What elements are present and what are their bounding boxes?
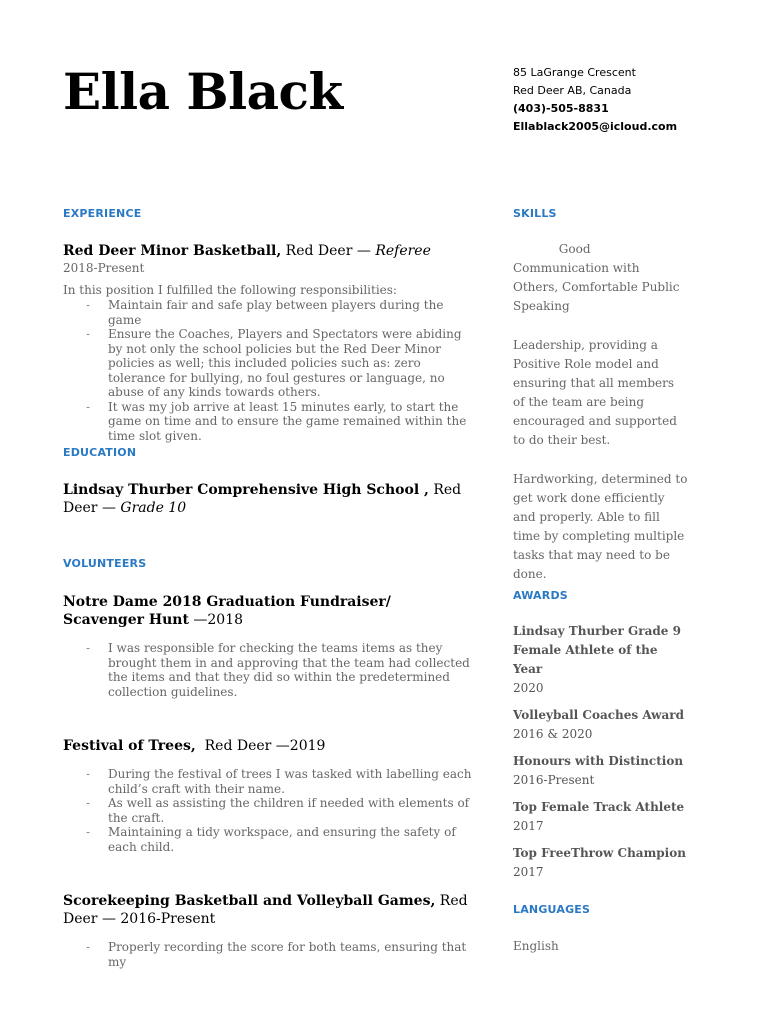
volunteer-name: Notre Dame 2018 Graduation Fundraiser/ Scavenger Hunt (63, 594, 391, 628)
award-title: Volleyball Coaches Award (513, 708, 684, 722)
experience-location: Red Deer — (281, 243, 376, 259)
education-location: Red Deer — (63, 482, 462, 516)
list-item: - Maintain fair and safe play between players during the game (108, 298, 475, 327)
experience-title (63, 242, 475, 260)
experience-org: Red Deer Minor Basketball, (63, 243, 282, 259)
section-heading-languages: LANGUAGES (513, 903, 591, 916)
language-item: English (513, 939, 559, 953)
award-item (513, 798, 688, 836)
education-grade: Grade 10 (120, 500, 187, 516)
volunteer-entry (63, 593, 475, 699)
volunteer-date: Red Deer — 2016-Present (63, 893, 468, 927)
volunteer-entry (63, 737, 475, 854)
volunteer-name: Festival of Trees, (63, 738, 196, 754)
section-heading-volunteers: VOLUNTEERS (63, 557, 147, 570)
experience-role: Referee (375, 243, 431, 259)
experience-entry (63, 242, 475, 443)
volunteer-title (63, 593, 475, 629)
award-title: Lindsay Thurber Grade 9 Female Athlete of the Year (513, 624, 681, 676)
volunteer-title (63, 892, 475, 928)
section-heading-education: EDUCATION (63, 446, 137, 459)
experience-dates: 2018-Present (63, 261, 145, 275)
skills-list (513, 240, 688, 584)
list-item: - I was responsible for checking the teams items as they brought them in and approving that the team had collected the items and that they did so within the predetermined collection guidelines. (108, 641, 475, 699)
resume-name: Ella Black (63, 62, 343, 121)
volunteer-responsibilities (63, 767, 475, 854)
list-item: - Maintaining a tidy workspace, and ensuring the safety of each child. (108, 825, 475, 854)
skill-item: Good Communication with Others, Comfortable Public Speaking (513, 242, 684, 313)
volunteer-name: Scorekeeping Basketball and Volleyball Games, (63, 893, 436, 909)
education-school: Lindsay Thurber Comprehensive High School , (63, 482, 429, 498)
address-line-1: 85 LaGrange Crescent (513, 66, 636, 79)
list-item: - Properly recording the score for both teams, ensuring that my (108, 940, 475, 969)
email-address: Ellablack2005@icloud.com (513, 120, 678, 133)
volunteer-date: —2018 (193, 612, 244, 628)
award-year: 2017 (513, 865, 544, 879)
award-year: 2016 & 2020 (513, 727, 593, 741)
volunteer-entry (63, 892, 475, 969)
award-title: Honours with Distinction (513, 754, 684, 768)
award-year: 2020 (513, 681, 544, 695)
volunteer-responsibilities (63, 641, 475, 699)
award-item (513, 844, 688, 882)
awards-list (513, 622, 688, 882)
address-line-2: Red Deer AB, Canada (513, 84, 632, 97)
list-item: - During the festival of trees I was tasked with labelling each child’s craft with their name. (108, 767, 475, 796)
skill-item: Hardworking, determined to get work done efficiently and properly. Able to fill time by completing multiple tasks that may need to be done. (513, 472, 688, 581)
skill-item: Leadership, providing a Positive Role model and ensuring that all members of the team are being encouraged and supported to do their best. (513, 338, 677, 447)
award-item (513, 706, 688, 744)
languages-list (513, 937, 688, 956)
section-heading-experience: EXPERIENCE (63, 207, 142, 220)
award-item (513, 622, 688, 698)
volunteer-responsibilities (63, 940, 475, 969)
experience-responsibilities (63, 298, 475, 443)
section-heading-awards: AWARDS (513, 589, 568, 602)
list-item: - Ensure the Coaches, Players and Spectators were abiding by not only the school policies but the Red Deer Minor policies as well; this included policies such as: zero tolerance for bullying, no foul gestures or language, no abuse of any kinds towards others. (108, 327, 475, 400)
experience-intro: In this position I fulfilled the following responsibilities: (63, 283, 397, 297)
award-title: Top FreeThrow Champion (513, 846, 686, 860)
award-year: 2017 (513, 819, 544, 833)
award-year: 2016-Present (513, 773, 595, 787)
list-item: - It was my job arrive at least 15 minutes early, to start the game on time and to ensure the game remained within the time slot given. (108, 400, 475, 444)
contact-block (513, 64, 677, 136)
section-heading-skills: SKILLS (513, 207, 557, 220)
award-item (513, 752, 688, 790)
list-item: - As well as assisting the children if needed with elements of the craft. (108, 796, 475, 825)
volunteer-title (63, 737, 475, 755)
volunteer-date: Red Deer —2019 (195, 738, 326, 754)
phone-number: (403)-505-8831 (513, 102, 609, 115)
award-title: Top Female Track Athlete (513, 800, 685, 814)
education-entry (63, 481, 475, 517)
education-title (63, 481, 475, 517)
